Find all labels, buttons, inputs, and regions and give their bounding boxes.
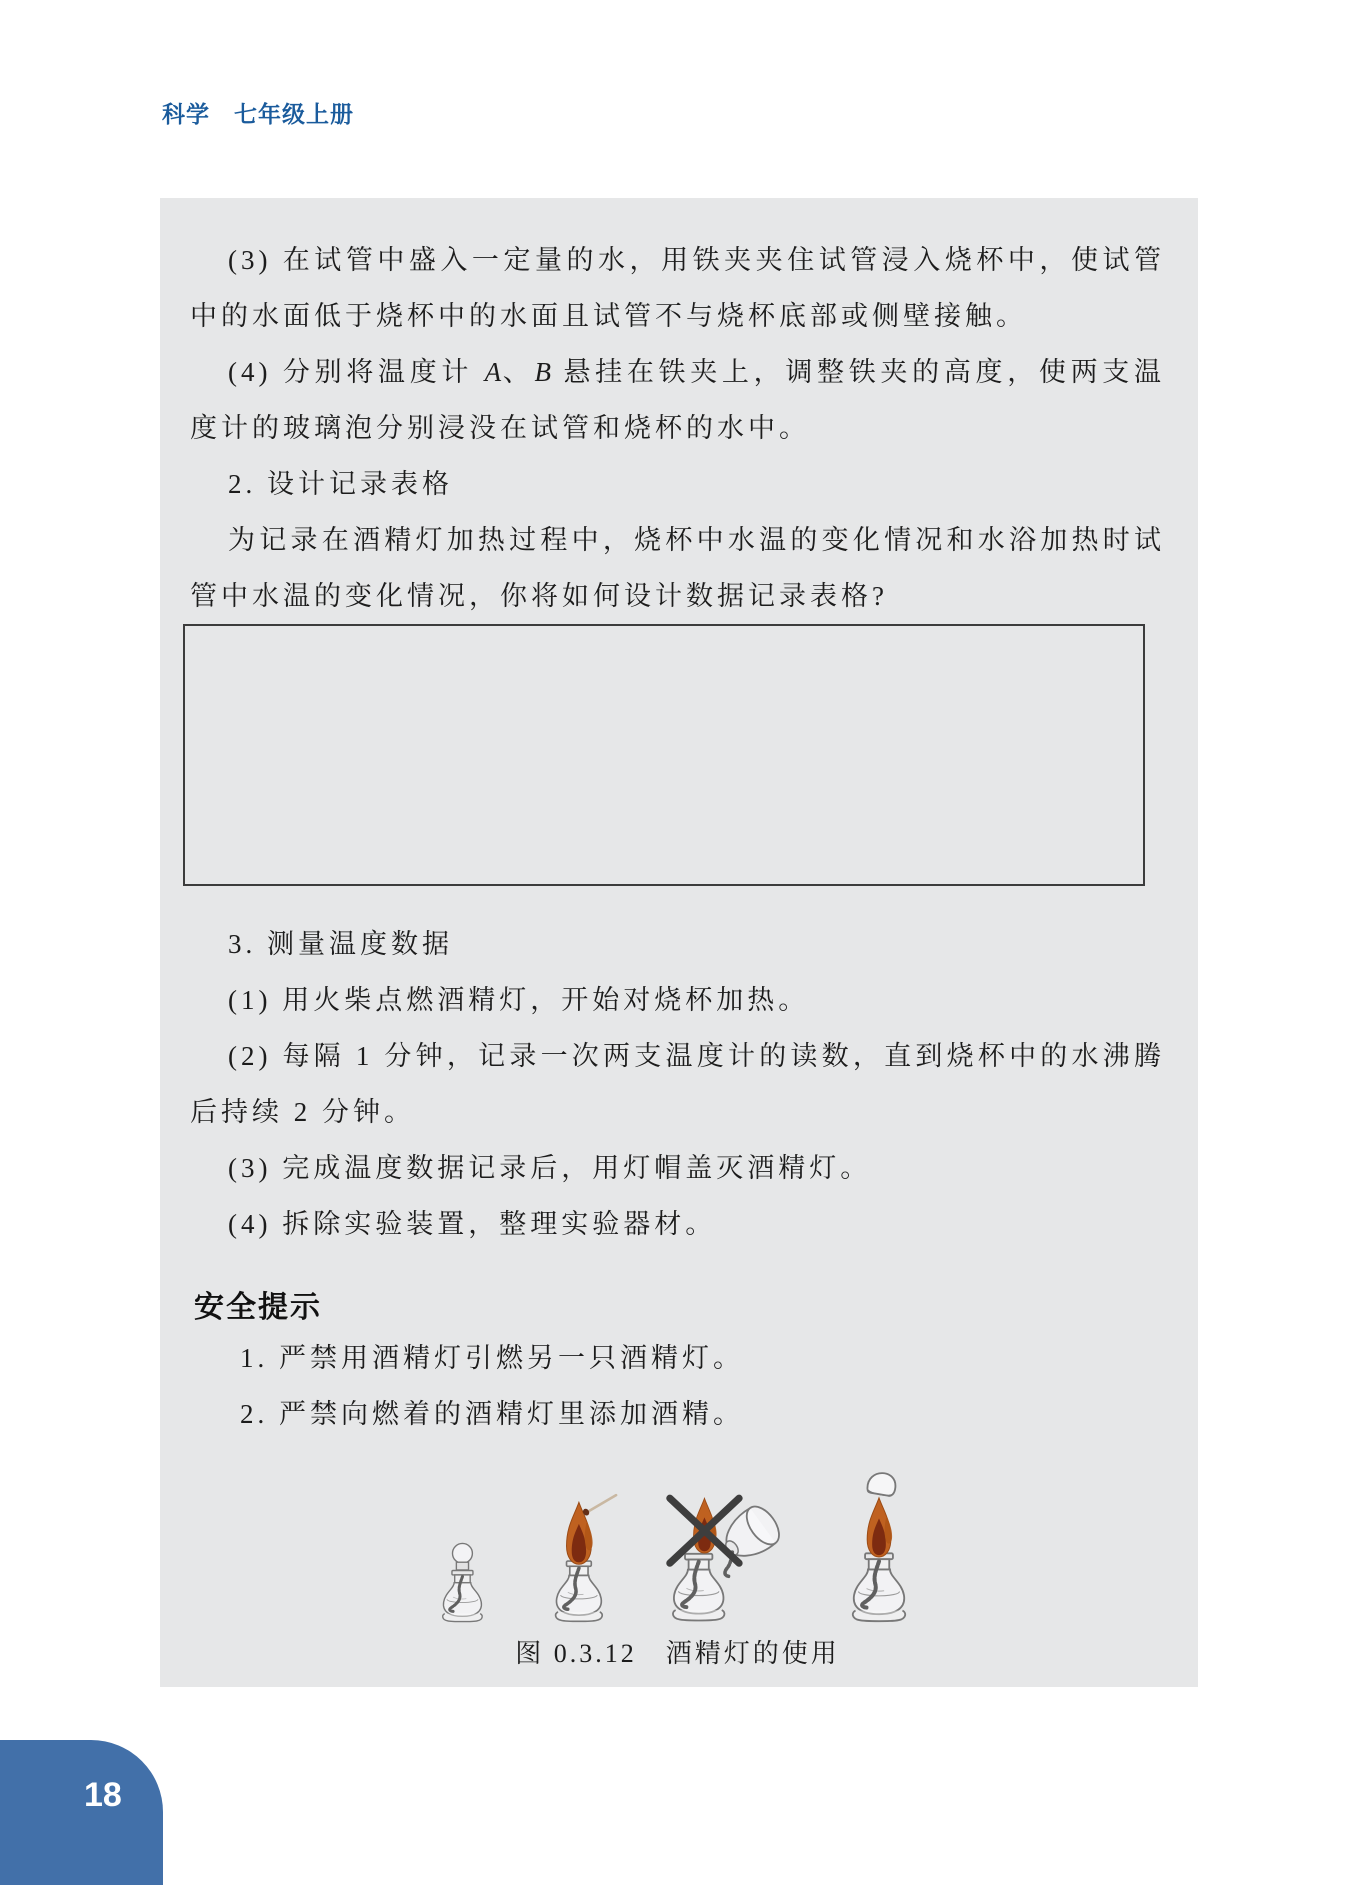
step4-text-pre: (4) 分别将温度计 xyxy=(228,357,485,387)
thermometer-a-label: A xyxy=(484,357,503,387)
figure-caption: 图 0.3.12 酒精灯的使用 xyxy=(515,1639,840,1668)
measure-step-2: (2) 每隔 1 分钟，记录一次两支温度计的读数，直到烧杯中的水沸腾后持续 2 分钟。 xyxy=(190,1041,1165,1127)
measure-step-1: (1) 用火柴点燃酒精灯，开始对烧杯加热。 xyxy=(228,985,810,1015)
step4-text-post: 悬挂在铁夹上，调整铁夹的高度，使两支温度计的玻璃泡分别浸没在试管和烧杯的水中。 xyxy=(190,357,1166,443)
alcohol-lamp-no-pouring-prohibited-icon xyxy=(654,1468,798,1623)
section2-heading: 2. 设计记录表格 xyxy=(228,469,453,499)
section3-heading: 3. 测量温度数据 xyxy=(228,929,453,959)
paragraph-step3: (3) 在试管中盛入一定量的水，用铁夹夹住试管浸入烧杯中，使试管中的水面低于烧杯中的水面且试管不与烧杯底部或侧壁接触。 xyxy=(190,245,1165,331)
content-panel xyxy=(160,198,1198,1687)
lamps-row xyxy=(421,1458,934,1623)
page-number-box xyxy=(0,1740,163,1885)
alcohol-lamp-extinguish-with-cap-icon xyxy=(824,1458,934,1623)
safety-heading: 安全提示 xyxy=(194,1291,322,1324)
figure-alcohol-lamp-usage xyxy=(190,1458,1165,1670)
design-prompt: 为记录在酒精灯加热过程中，烧杯中水温的变化情况和水浴加热时试管中水温的变化情况，你将如何设计数据记录表格? xyxy=(190,525,1165,611)
safety-item-2: 2. 严禁向燃着的酒精灯里添加酒精。 xyxy=(240,1399,744,1429)
alcohol-lamp-capped-icon xyxy=(421,1518,504,1623)
thermometer-b-label: B xyxy=(534,357,552,387)
alcohol-lamp-lighting-with-match-icon xyxy=(530,1473,628,1623)
measure-step-4: (4) 拆除实验装置，整理实验器材。 xyxy=(228,1209,717,1239)
page-number: 18 xyxy=(84,1776,122,1814)
safety-item-1: 1. 严禁用酒精灯引燃另一只酒精灯。 xyxy=(240,1343,744,1373)
step4-separator: 、 xyxy=(502,357,535,387)
book-header-title: 科学 七年级上册 xyxy=(162,101,354,127)
measure-step-3: (3) 完成温度数据记录后，用灯帽盖灭酒精灯。 xyxy=(228,1153,872,1183)
paragraph-step4 xyxy=(190,344,1165,456)
answer-box xyxy=(183,624,1145,886)
